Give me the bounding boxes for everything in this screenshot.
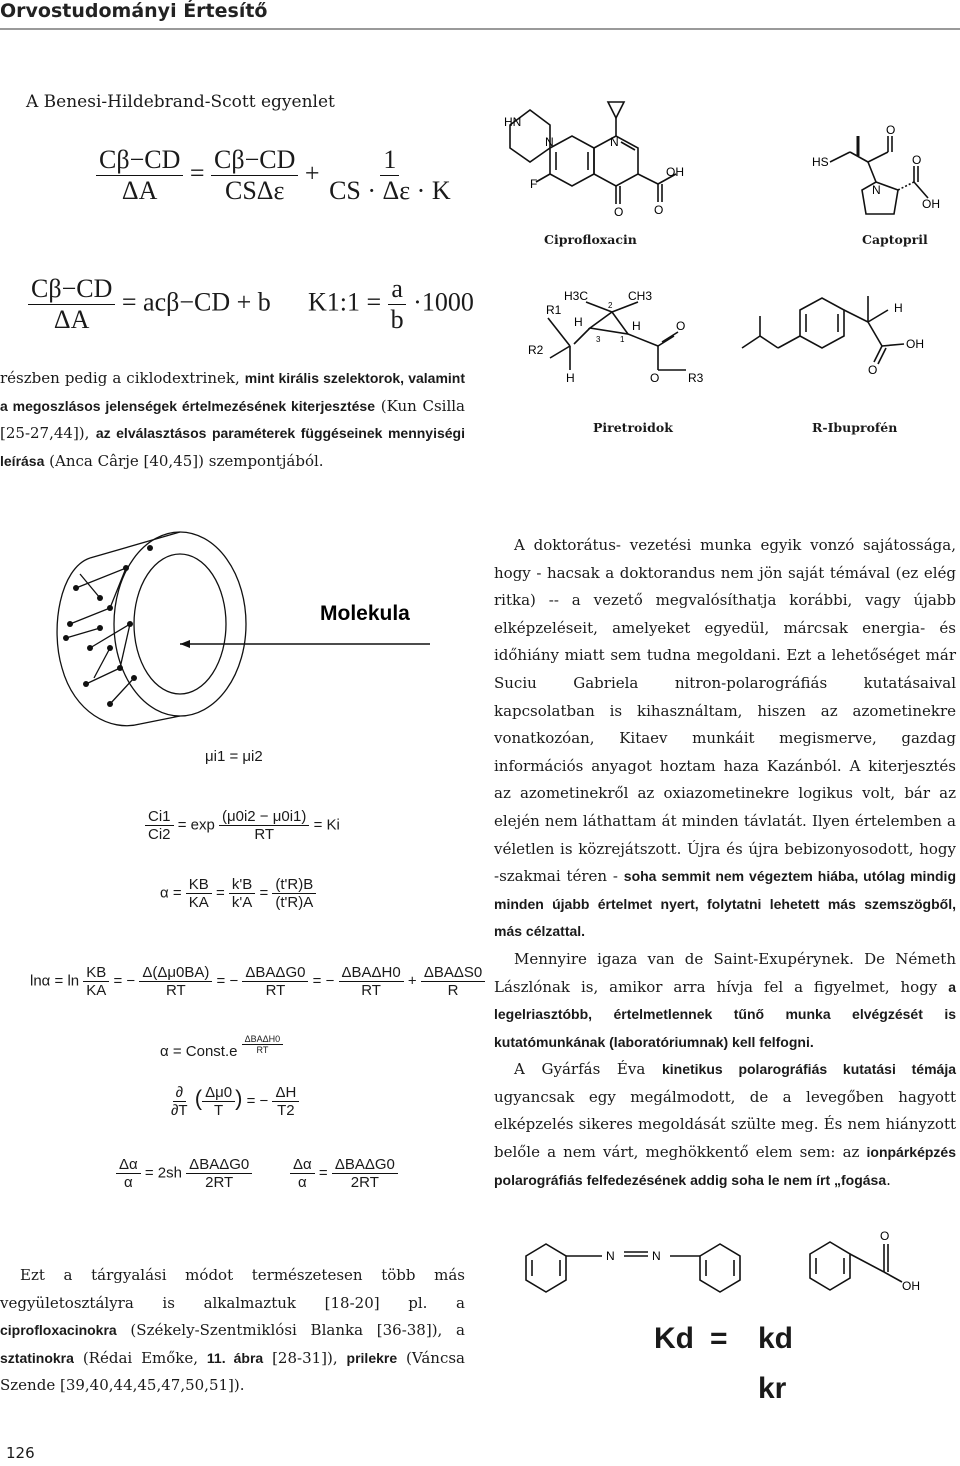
f3-b-num: k'B [229, 876, 255, 894]
journal-header: Orvostudományi Értesítő [0, 0, 268, 22]
right-paragraph-1 [494, 532, 956, 946]
atom-f: F [530, 177, 538, 191]
f6-num: ΔH [272, 1084, 299, 1102]
f3-alpha: α = [160, 884, 182, 902]
left-text-2: (Kun Csilla [25-27,44]), [0, 396, 465, 443]
f6-pnum: Δμ0 [202, 1084, 235, 1102]
kd-denominator: kr [758, 1372, 787, 1405]
kd-lhs-text: Kd [654, 1322, 694, 1355]
arrow-head-icon [180, 640, 190, 648]
formula-8: $\frac{\Delta\alpha}{\alpha}$ = $\frac{\text{ΔBAΔG0}}{2RT}$ [290, 1156, 398, 1192]
bp-text-5: (Váncsa Szende [39,40,44,45,47,50,51]). [0, 1348, 465, 1395]
f5-main: α = Const.e [160, 1043, 238, 1060]
bp-bold-1: ciprofloxacinokra [0, 1322, 117, 1339]
f3-a-den: KA [188, 894, 209, 912]
left-bold-2: az elválasztásos paraméterek függéseinek mennyiségi leírása [0, 425, 465, 469]
atom-index-1: 1 [620, 335, 625, 344]
f8-lhs-num: Δα [290, 1156, 315, 1174]
f4-e-den: R [447, 982, 459, 1000]
kd-equals: = [710, 1322, 728, 1355]
f4-c-num: ΔBAΔG0 [242, 964, 308, 982]
cyclodextrin-figure [30, 528, 430, 748]
eq2-rhs: = acβ−CD + b [121, 287, 271, 317]
formula-7 [116, 1156, 252, 1192]
f6-dt: ∂T [171, 1102, 188, 1120]
atom-o-7: O [868, 363, 878, 377]
label-piretroidok: Piretroidok [593, 420, 673, 435]
f4-d-den: RT [361, 982, 381, 1000]
right-column-text [494, 532, 956, 1194]
p2-bold: a legelriasztóbb, értelmetlennek tűnő munka elvégzését is kutatómunkának (laboratóriumnak) kell felfogni. [494, 978, 956, 1050]
torus-cavity [134, 554, 226, 694]
page-number: 126 [6, 1444, 35, 1462]
left-text-1: részben pedig a ciklodextrinek, [0, 369, 245, 387]
atom-r2: R2 [528, 343, 544, 357]
atom-o-6: O [650, 371, 660, 385]
eq1-t2-den: CS · Δε · K [329, 175, 451, 205]
f4-b-num: Δ(Δμ0BA) [139, 964, 212, 982]
p2-text: Mennyire igaza van de Saint-Exupérynek. De Németh Lászlónak is, amikor arra hívja fel a figyelmet, hogy [494, 949, 956, 996]
f6-partial: ∂ [173, 1084, 186, 1102]
f7-den: 2RT [205, 1174, 234, 1192]
f3-c-den: (t'R)A [275, 894, 314, 912]
f8-den: 2RT [350, 1174, 379, 1192]
formula-1: μi1 = μi2 [205, 748, 263, 765]
bp-text-2: (Székely-Szentmiklósi Blanka [36-38]), a [116, 1321, 465, 1340]
atom-hn: HN [504, 115, 522, 129]
bp-bold-4: prilekre [346, 1349, 398, 1366]
atom-index-3: 3 [596, 335, 601, 344]
atom-oh-3: OH [906, 337, 924, 351]
f4-a-den: KA [86, 982, 107, 1000]
formula-6: $\frac{\partial}{\partial T}$ ( $\frac{\Delta\mu 0}{T}$ ) = − $\frac{\Delta H}{T2}$ [168, 1084, 299, 1120]
atom-n-3: N [872, 183, 881, 197]
formula-3: α = $\frac{KB}{KA}$ = $\frac{k'B}{k'A}$ = $\frac{(t'R)B}{(t'R)A}$ [160, 876, 316, 912]
f7-lhs-den: α [124, 1174, 133, 1192]
f8-num: ΔBAΔG0 [332, 1156, 398, 1174]
atom-n-2: N [610, 135, 619, 149]
atom-o-5: O [676, 319, 686, 333]
f6-den: T2 [277, 1102, 295, 1120]
f8-lhs-den: α [298, 1174, 307, 1192]
benesi-equation-2 [28, 274, 271, 335]
atom-o-3: O [886, 123, 896, 137]
formula-2 [145, 808, 340, 844]
f5-exp-den: RT [256, 1045, 269, 1056]
left-paragraph [0, 365, 465, 475]
atom-oh-1: OH [666, 165, 684, 179]
eq1-lhs-num: Cβ−CD [96, 145, 183, 176]
benesi-equation-1: $\frac{C\beta-CD}{\Delta A}$ = $\frac{C\beta-CD}{\text{CSΔε}}$ + $\frac{1}{CS \cdot \Delta\varepsilon \cdot K}$ [96, 145, 454, 206]
azobenzene-benzoic-structures [520, 1226, 950, 1306]
molecule-structures [490, 90, 960, 450]
eq1-lhs-den: ΔA [121, 175, 158, 205]
atom-h-4: H [894, 301, 903, 315]
label-captopril: Captopril [862, 232, 928, 247]
f4-a-num: KB [83, 964, 109, 982]
atom-oh-2: OH [922, 197, 940, 211]
p3-bold-2: ionpárképzés polarográfiás felfedezésének addig soha le nem írt „fogása [494, 1144, 956, 1188]
f2-num: (μ0i2 − μ0i1) [219, 808, 309, 826]
formula-4: lnα = ln $\frac{KB}{KA}$ = − $\frac{\Delta(\Delta\mu 0BA)}{RT}$ = − $\frac{\text{ΔBAΔG0}}{RT}$ = − $\frac{\text{ΔBAΔH0}}{RT}$ + $\frac{\text{ΔBAΔS0}}{R}$ [30, 964, 485, 1000]
p3-text-1: A Gyárfás Éva [514, 1060, 662, 1079]
cyclopropyl-shape [608, 102, 624, 118]
kd-numerator: kd [758, 1322, 794, 1355]
kd-lhs [654, 1322, 694, 1356]
p3-text-2: ugyancsak egy megálmodott, de a levegőben hagyott elképzelés sikeres megoldását szülte meg. És nem hiányzott belőle a nem várt, meghökkentő elem sem: az [494, 1087, 956, 1162]
header-rule [0, 28, 960, 30]
atom-r1: R1 [546, 303, 562, 317]
f7-lhs-num: Δα [116, 1156, 141, 1174]
eq3-rhs: ·1000 [413, 287, 474, 317]
molekula-label: Molekula [320, 602, 410, 625]
atom-o-1: O [614, 205, 624, 219]
atom-n-azo-1: N [606, 1249, 615, 1263]
bp-text-1: Ezt a tárgyalási módot természetesen több más vegyületosztályra is alkalmaztuk [18-20] pl. a [0, 1266, 465, 1312]
eq1-t2-num: 1 [380, 145, 399, 176]
atom-hs: HS [812, 155, 829, 169]
f7-sh: = 2sh [144, 1164, 182, 1182]
bottom-paragraph [0, 1262, 465, 1400]
bp-bold-2: sztatinokra [0, 1349, 74, 1366]
cyclopropane-shape [590, 312, 628, 334]
f4-c-den: RT [265, 982, 286, 1000]
atom-o-benzoic: O [880, 1229, 890, 1243]
eq1-t1-num: Cβ−CD [211, 145, 298, 176]
f3-c-num: (t'R)B [272, 876, 316, 894]
right-paragraph-2 [494, 946, 956, 1056]
atom-h-1: H [566, 371, 575, 385]
right-paragraph-3 [494, 1056, 956, 1194]
atom-ch3: CH3 [628, 289, 653, 303]
left-bold-1: mint királis szelektorok, valamint a megoszlásos jelenségek értelmezésének kiterjesztése [0, 370, 466, 414]
eq1-t1-den: CSΔε [224, 175, 285, 205]
f4-e-num: ΔBAΔS0 [421, 964, 485, 982]
benesi-title: A Benesi-Hildebrand-Scott egyenlet [26, 92, 335, 112]
atom-n-1: N [545, 135, 554, 149]
f2-lhs-den: Ci2 [148, 826, 171, 844]
left-text-3: (Anca Cârje [40,45]) szempontjából. [44, 451, 324, 470]
f2-den: RT [254, 826, 275, 844]
atom-h-3: H [632, 319, 641, 333]
atom-index-2: 2 [608, 301, 613, 310]
benesi-equation-3 [308, 274, 474, 335]
f4-ln: lnα = ln [30, 972, 80, 990]
f2-rhs: = Ki [313, 816, 340, 834]
f3-a-num: KB [186, 876, 212, 894]
label-ibuprofen: R-Ibuprofén [812, 420, 898, 435]
atom-o-2: O [654, 203, 664, 217]
bottom-paragraph-p [0, 1262, 465, 1400]
atom-oh-benzoic: OH [902, 1279, 920, 1293]
f6-pden: T [214, 1102, 224, 1120]
bp-text-4: [28-31]), [263, 1348, 347, 1367]
atom-r3: R3 [688, 371, 704, 385]
eq3-lhs: K1:1 = [308, 287, 382, 317]
atom-n-azo-2: N [652, 1249, 661, 1263]
bp-text-3: (Rédai Emőke, [73, 1348, 207, 1367]
bp-bold-3: 11. ábra [206, 1349, 264, 1366]
eq3-num: a [388, 274, 406, 305]
f5-exp-num: ΔBAΔH0 [242, 1034, 284, 1045]
f2-exp: = exp [177, 816, 215, 834]
p3-bold-1: kinetikus polarográfiás kutatási témája [661, 1061, 956, 1078]
p1-text: A doktorátus- vezetési munka egyik vonzó sajátossága, hogy - hacsak a doktorandus nem jön saját témával (ez elég ritka) -- a vezető megvalósíthatja korábbi, vagy újabb elképzeléseit, amelyeket egyedül, márcsak energia- és időhiány miatt sem tudna megoldani. Ezt a lehetőséget már Suciu Gabriela nitron-polarográfiás kutatásaival kapcsolatban is kihasználtam, hiszen az azometinekre vonatkozóan, Kitaev munkáit megismerve, gazdag információs anyagot hoztam haza Kazánból. A kiterjesztés az azometinekről az oxiazometinekre logikus volt, bár az elején nem láthattam át minden távlatát. Ilyen értelemben a véletlen is közrejátszott. Újra és újra bebizonyosodott, hogy -szakmai téren - [494, 536, 956, 886]
label-ciprofloxacin: Ciprofloxacin [544, 232, 637, 247]
eq2-lhs-den: ΔA [53, 304, 90, 334]
f4-d-num: ΔBAΔH0 [339, 964, 404, 982]
eq2-lhs-num: Cβ−CD [28, 274, 115, 305]
p3-text-3: . [886, 1170, 891, 1189]
p1-bold: soha semmit nem végeztem hiába, utólag mindig minden újabb értelmet nyert, folytatni lehetett más szemszögből, más célzattal. [494, 868, 956, 940]
atom-o-4: O [912, 153, 922, 167]
eq3-den: b [390, 304, 404, 334]
f2-lhs-num: Ci1 [145, 808, 174, 826]
atom-h3c: H3C [564, 289, 589, 303]
f4-b-den: RT [165, 982, 186, 1000]
f7-num: ΔBAΔG0 [186, 1156, 252, 1174]
atom-h-2: H [574, 315, 583, 329]
formula-5 [160, 1034, 283, 1060]
f3-b-den: k'A [231, 894, 253, 912]
